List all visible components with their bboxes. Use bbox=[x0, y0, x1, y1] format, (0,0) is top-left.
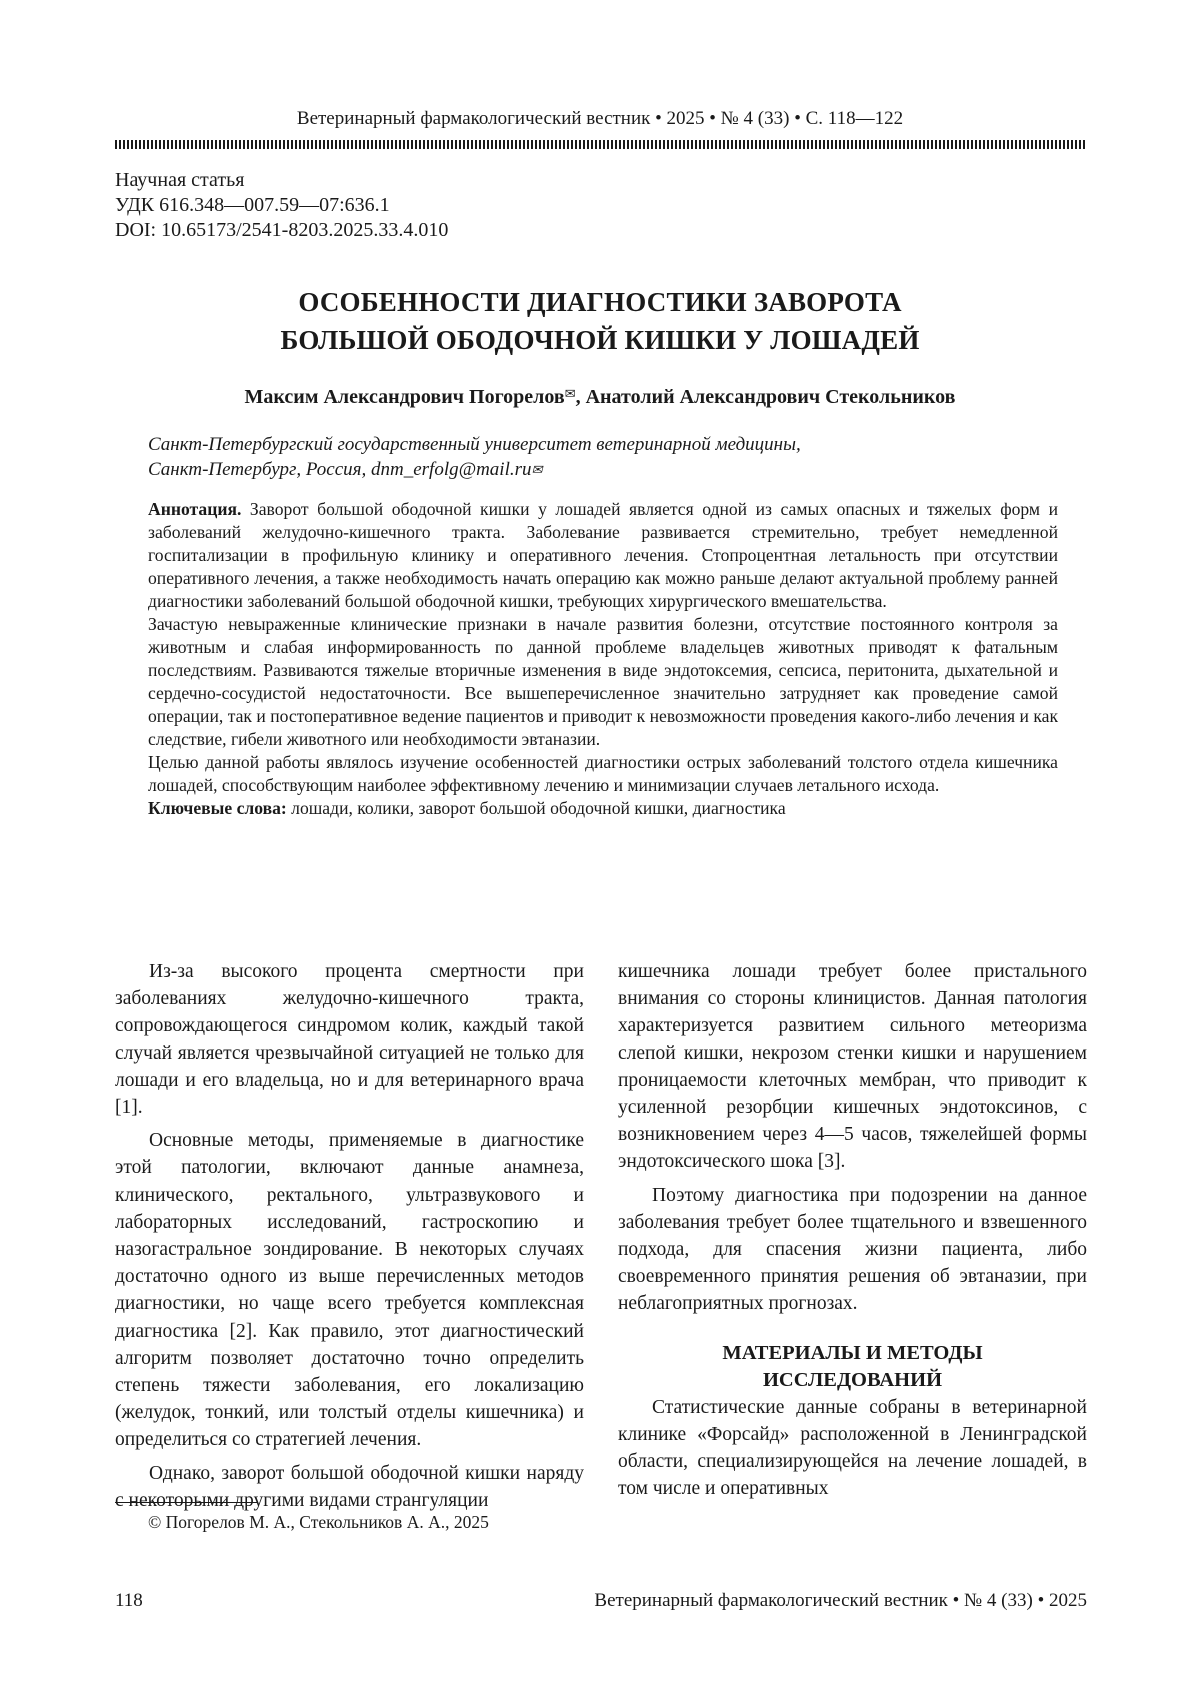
page-number: 118 bbox=[115, 1590, 143, 1611]
body-column-right bbox=[618, 958, 1087, 1502]
article-type: Научная статья bbox=[115, 169, 245, 191]
affiliation-line-2 bbox=[148, 457, 801, 482]
body-paragraph: Поэтому диагностика при подозрении на данное заболевания требует более тщательного и взвешенного подхода, для спасения жизни пациента, либо своевременного принятия решения об эвтаназии, при неблагоприятных прогнозах. bbox=[618, 1184, 1087, 1315]
section-heading bbox=[618, 1340, 1087, 1394]
udk-code: УДК 616.348—007.59—07:636.1 bbox=[115, 194, 390, 216]
abstract bbox=[148, 498, 1058, 820]
title-line-2: БОЛЬШОЙ ОБОДОЧНОЙ КИШКИ У ЛОШАДЕЙ bbox=[280, 325, 920, 355]
envelope-icon: ✉ bbox=[531, 462, 543, 477]
author-2: Анатолий Александрович Стекольников bbox=[585, 386, 956, 408]
keywords-label: Ключевые слова: bbox=[148, 798, 287, 818]
abstract-text-1: Заворот большой ободочной кишки у лошадей является одной из самых опасных и тяжелых форм и заболеваний желудочно-кишечного тракта. Заболевание развивается стремительно, требует немедленной госпитализации в профильную клинику и оперативного лечения. Стопроцентная летальность при отсутствии оперативного лечения, а также необходимость начать операцию как можно раньше делают актуальной проблему ранней диагностики заболеваний большой ободочной кишки, требующих хирургического вмешательства. bbox=[148, 499, 1058, 611]
header-dotted-rule bbox=[115, 140, 1087, 149]
running-head: Ветеринарный фармакологический вестник • 2025 • № 4 (33) • С. 118—122 bbox=[296, 108, 904, 129]
title-line-1: ОСОБЕННОСТИ ДИАГНОСТИКИ ЗАВОРОТА bbox=[298, 287, 902, 317]
affiliation-email[interactable]: Санкт-Петербург, Россия, dnm_erfolg@mail.ru bbox=[148, 459, 532, 480]
abstract-paragraph-2: Зачастую невыраженные клинические признаки в начале развития болезни, отсутствие постоянного контроля за животным и слабая информированность по данной проблеме владельцев животных приводят к фатальным последствиям. Развиваются тяжелые вторичные изменения в виде эндотоксемия, сепсиса, перитонита, дыхательной и сердечно-сосудистой недостаточности. Все вышеперечисленное значительно затрудняет как проведение самой операции, так и постоперативное ведение пациентов и приводит к невозможности проведения какого-либо лечения и как следствие, гибели животного или необходимости эвтаназии. bbox=[148, 614, 1058, 749]
abstract-paragraph-1 bbox=[148, 498, 1058, 613]
body-paragraph: Из-за высокого процента смертности при заболеваниях желудочно-кишечного тракта, сопровождающегося синдромом колик, каждый такой случай является чрезвычайной ситуацией не только для лошади и его владельца, но и для ветеринарного врача [1]. bbox=[115, 961, 584, 1119]
abstract-label: Аннотация. bbox=[148, 499, 242, 519]
section-heading-line-1: МАТЕРИАЛЫ И МЕТОДЫ bbox=[722, 1341, 983, 1364]
abstract-paragraph-3: Целью данной работы являлось изучение особенностей диагностики острых заболеваний толстого отдела кишечника лошадей, способствующим наиболее эффективному лечению и минимизации случаев летального исхода. bbox=[148, 752, 1058, 795]
footnote-rule bbox=[115, 1502, 257, 1503]
doi[interactable]: DOI: 10.65173/2541-8203.2025.33.4.010 bbox=[115, 219, 449, 241]
affiliation-line-1: Санкт-Петербургский государственный университет ветеринарной медицины, bbox=[148, 434, 801, 455]
keywords bbox=[148, 797, 1058, 820]
affiliation bbox=[148, 432, 801, 482]
author-separator: , bbox=[575, 386, 586, 408]
body-column-left bbox=[115, 958, 584, 1514]
article-meta bbox=[115, 168, 448, 243]
body-paragraph: Основные методы, применяемые в диагностике этой патологии, включают данные анамнеза, клинического, ректального, ультразвукового и лабораторных исследований, гастроскопию и назогастральное зондирование. В некоторых случаях достаточно одного из выше перечисленных методов диагностики, но чаще всего требуется комплексная диагностика [2]. Как правило, этот диагностический алгоритм позволяет достаточно точно определить степень тяжести заболевания, его локализацию (желудок, тонкий, или толстый отделы кишечника) и определиться со стратегией лечения. bbox=[115, 1130, 584, 1451]
authors-line bbox=[0, 386, 1200, 409]
footer-journal: Ветеринарный фармакологический вестник • № 4 (33) • 2025 bbox=[594, 1590, 1087, 1611]
section-heading-line-2: ИССЛЕДОВАНИЙ bbox=[762, 1368, 943, 1391]
copyright-footnote: © Погорелов М. А., Стекольников А. А., 2025 bbox=[148, 1512, 489, 1532]
article-title bbox=[0, 283, 1200, 359]
body-paragraph: Однако, заворот большой ободочной кишки наряду с некоторыми другими видами странгуляции bbox=[115, 1462, 584, 1511]
envelope-icon: ✉ bbox=[564, 386, 576, 401]
body-paragraph: Статистические данные собраны в ветеринарной клинике «Форсайд» расположенной в Ленинградской области, специализирующейся на лечение лошадей, в том числе и оперативных bbox=[618, 1396, 1087, 1500]
author-1: Максим Александрович Погорелов bbox=[244, 386, 565, 408]
keywords-text: лошади, колики, заворот большой ободочной кишки, диагностика bbox=[286, 798, 786, 818]
body-paragraph: кишечника лошади требует более пристального внимания со стороны клиницистов. Данная патология характеризуется развитием сильного метеоризма слепой кишки, некрозом стенки кишки и нарушением проницаемости клеточных мембран, что приводит к усиленной резорбции кишечных эндотоксинов, с возникновением через 4—5 часов, тяжелейшей формы эндотоксического шока [3]. bbox=[618, 961, 1087, 1173]
